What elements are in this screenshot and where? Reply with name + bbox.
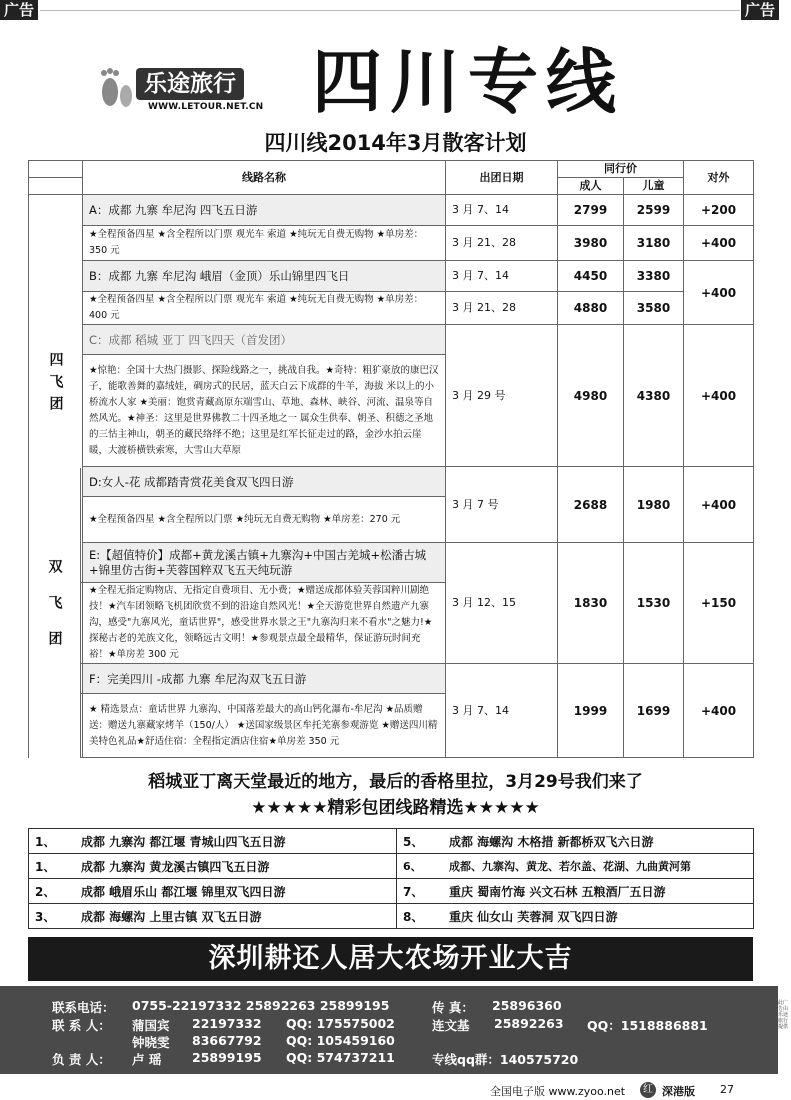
route-a-date1: 3 月 7、14: [446, 195, 558, 226]
manager-label: 负 责 人：: [52, 1052, 111, 1067]
route-b-child2: 3580: [624, 292, 684, 325]
side-note: 此广告由乐途旅行提供: [778, 1000, 789, 1030]
schedule-table: [28, 160, 754, 758]
route-b-date2: 3 月 21、28: [446, 292, 558, 325]
header-adult: 成人: [558, 178, 624, 195]
package-name: 成都 九寨沟 都江堰 青城山四飞五日游: [81, 834, 286, 849]
table-row: [29, 543, 754, 583]
route-d-date: 3 月 7 号: [446, 467, 558, 543]
package-list: [28, 828, 754, 929]
route-e-desc: ★全程无指定购物店、无指定自费项目、无小费；★赠送成都体验芙蓉国粹川剧绝技！★汽车团领略飞机团欣赏不到的沿途自然风光！★全天游览世界自然遗产九寨沟，感受"九寨风光，童话世界"，感受世界水景之王"九寨沟归来不看水"之魅力!★探秘古老的羌族文化，领略远古文明！★参观景点最全最精华，保证游玩时间充裕！★单房差 300 元: [83, 583, 446, 664]
table-row: [29, 261, 754, 292]
item-number: 1、: [35, 834, 56, 849]
logo-url: WWW.LETOUR.NET.CN: [148, 102, 264, 112]
contact-person-2-tel: 25892263: [494, 1016, 564, 1031]
footprint-icon: [96, 66, 136, 110]
item-number: 1、: [35, 859, 56, 874]
route-a-child2: 3180: [624, 226, 684, 261]
contact-person-1: 蒲国宾: [132, 1018, 170, 1033]
page-number: 27: [720, 1083, 734, 1096]
route-c-adult: 4980: [558, 325, 624, 467]
route-c-date: 3 月 29 号: [446, 325, 558, 467]
contact-person-2-qq: QQ：1518886881: [587, 1018, 708, 1033]
group-label-four-flight: 四飞团: [29, 195, 83, 583]
route-d-adult: 2688: [558, 467, 624, 543]
route-b-name: B：成都 九寨 牟尼沟 峨眉（金顶）乐山锦里四飞日: [83, 261, 446, 292]
route-c-name: C：成都 稻城 亚丁 四飞四天（首发团）: [83, 325, 446, 355]
package-name: 重庆 蜀南竹海 兴文石林 五粮酒厂五日游: [449, 884, 666, 899]
route-c-desc: ★惊艳：全国十大热门摄影、探险线路之一，挑战自我。★奇特：粗犷豪放的康巴汉子，能歌善舞的嘉绒娃，碉房式的民居，蓝天白云下成群的牛羊，海拔 米以上的小桥流水人家 ★美丽：饱赏青藏高原东端雪山、草地、森林、峡谷、河流、温泉等自然风光。★神圣：这里是世界佛教二十四圣地之一 属众生供奉、朝圣、积德之圣地 的三怙主神山，朝圣的藏民络绎不绝；这里是红军长征走过的路，金沙水拍云崖暖，大渡桥横铁索寒，大雪山大草原: [83, 355, 446, 467]
item-number: 8、: [403, 909, 424, 924]
route-c-ext: +400: [684, 325, 754, 467]
route-f-ext: +400: [684, 664, 754, 758]
package-section-title: ★★★★★精彩包团线路精选★★★★★: [251, 798, 540, 818]
route-a-name: A：成都 九寨 牟尼沟 四飞五日游: [83, 195, 446, 226]
route-a-ext1: +200: [684, 195, 754, 226]
group-label-two-flight: 双飞团: [29, 468, 81, 758]
list-item: [29, 904, 754, 929]
route-c-child: 4380: [624, 325, 684, 467]
qq-group: 专线qq群：140575720: [432, 1052, 579, 1067]
manager-name: 卢 瑶: [132, 1052, 162, 1067]
route-b-date1: 3 月 7、14: [446, 261, 558, 292]
fax-label: 传 真：: [432, 1000, 474, 1015]
footer-city: 深港版: [662, 1085, 695, 1098]
table-row: [29, 195, 754, 226]
logo-name: 乐途旅行: [136, 68, 244, 100]
company-logo: [96, 64, 276, 114]
list-item: [29, 854, 754, 879]
header-external: 对外: [684, 161, 754, 195]
ad-tag-left: 广告: [0, 0, 38, 20]
route-e-name: E:【超值特价】成都+黄龙溪古镇+九寨沟+中国古羌城+松潘古城+锦里仿古街+芙蓉国粹双飞五天纯玩游: [83, 543, 446, 583]
route-a-adult2: 3980: [558, 226, 624, 261]
contact-person-1-tel: 22197332: [192, 1016, 262, 1031]
ad-tag-right: 广告: [741, 0, 779, 20]
route-e-ext: +150: [684, 543, 754, 664]
item-number: 2、: [35, 884, 56, 899]
list-item: [29, 829, 754, 854]
item-number: 3、: [35, 909, 56, 924]
route-a-child1: 2599: [624, 195, 684, 226]
promo-slogan: 稻城亚丁离天堂最近的地方，最后的香格里拉，3月29号我们来了: [148, 772, 643, 792]
route-f-desc: ★ 精选景点：童话世界 九寨沟、中国落差最大的高山钙化瀑布-牟尼沟 ★品质赠送：赠送九寨藏家烤羊（150/人） ★送国家级景区牟托羌寨参观游览 ★赠送四川精美特色礼品★舒适住宿：全程指定酒店住宿★单房差 350 元: [83, 694, 446, 758]
page-footer: [0, 1080, 791, 1100]
item-number: 7、: [403, 884, 424, 899]
route-b-child1: 3380: [624, 261, 684, 292]
route-d-child: 1980: [624, 467, 684, 543]
package-name: 重庆 仙女山 芙蓉洞 双飞四日游: [449, 909, 618, 924]
route-e-adult: 1830: [558, 543, 624, 664]
route-b-adult2: 4880: [558, 292, 624, 325]
contact-person-3: 钟晓雯: [132, 1035, 170, 1050]
page-subtitle: 四川线2014年3月散客计划: [264, 131, 527, 155]
table-row: [29, 664, 754, 694]
route-f-name: F：完美四川 -成都 九寨 牟尼沟双飞五日游: [83, 664, 446, 694]
route-f-date: 3 月 7、14: [446, 664, 558, 758]
package-name: 成都 海螺沟 木格措 新都桥双飞六日游: [449, 834, 654, 849]
table-header-row: [29, 161, 754, 178]
header-date: 出团日期: [446, 161, 558, 195]
route-e-child: 1530: [624, 543, 684, 664]
item-number: 5、: [403, 834, 424, 849]
footer-edition: 全国电子版 www.zyoo.net: [490, 1085, 626, 1098]
list-item: [29, 879, 754, 904]
route-a-date2: 3 月 21、28: [446, 226, 558, 261]
phone-label: 联系电话：: [52, 1000, 115, 1015]
header-child: 儿童: [624, 178, 684, 195]
page-title: 四川专线: [312, 41, 624, 123]
contact-person-label: 联 系 人：: [52, 1018, 111, 1033]
route-f-child: 1699: [624, 664, 684, 758]
contact-person-3-tel: 83667792: [192, 1033, 262, 1048]
package-name: 成都、九寨沟、黄龙、若尔盖、花湖、九曲黄河第: [449, 860, 691, 873]
route-b-ext: +400: [684, 261, 754, 325]
header-peer-price: 同行价: [558, 161, 684, 178]
route-d-desc: ★全程预备四星 ★含全程所以门票 ★纯玩无自费无购物 ★单房差：270 元: [83, 497, 446, 543]
route-b-desc: ★全程预备四星 ★含全程所以门票 观光车 索道 ★纯玩无自费无购物 ★单房差：400 元: [83, 292, 446, 325]
route-f-adult: 1999: [558, 664, 624, 758]
package-name: 成都 峨眉乐山 都江堰 锦里双飞四日游: [81, 884, 286, 899]
route-a-adult1: 2799: [558, 195, 624, 226]
phone-numbers: 0755-22197332 25892263 25899195: [132, 998, 390, 1013]
contact-person-1-qq: QQ: 175575002: [286, 1016, 395, 1031]
top-rule: [40, 10, 740, 11]
package-name: 成都 九寨沟 黄龙溪古镇四飞五日游: [81, 859, 270, 874]
route-b-adult1: 4450: [558, 261, 624, 292]
route-e-date: 3 月 12、15: [446, 543, 558, 664]
route-d-name: D:女人-花 成都踏青赏花美食双飞四日游: [83, 467, 446, 497]
opening-banner: 深圳耕还人居大农场开业大吉: [28, 937, 753, 981]
contact-panel: [0, 986, 778, 1074]
route-d-ext: +400: [684, 467, 754, 543]
contact-person-2: 连文基: [432, 1018, 470, 1033]
table-row: [29, 467, 754, 497]
item-number: 6、: [403, 860, 422, 873]
manager-tel: 25899195: [192, 1050, 262, 1065]
table-row: [29, 292, 754, 325]
manager-qq: QQ: 574737211: [286, 1050, 395, 1065]
footer-seal: 红: [640, 1082, 656, 1098]
fax-number: 25896360: [492, 998, 562, 1013]
contact-person-3-qq: QQ: 105459160: [286, 1033, 395, 1048]
package-name: 成都 海螺沟 上里古镇 双飞五日游: [81, 909, 262, 924]
table-row: [29, 325, 754, 355]
route-a-desc: ★全程预备四星 ★含全程所以门票 观光车 索道 ★纯玩无自费无购物 ★单房差：350 元: [83, 226, 446, 261]
route-a-ext2: +400: [684, 226, 754, 261]
table-row: [29, 226, 754, 261]
header-route: 线路名称: [83, 161, 446, 195]
